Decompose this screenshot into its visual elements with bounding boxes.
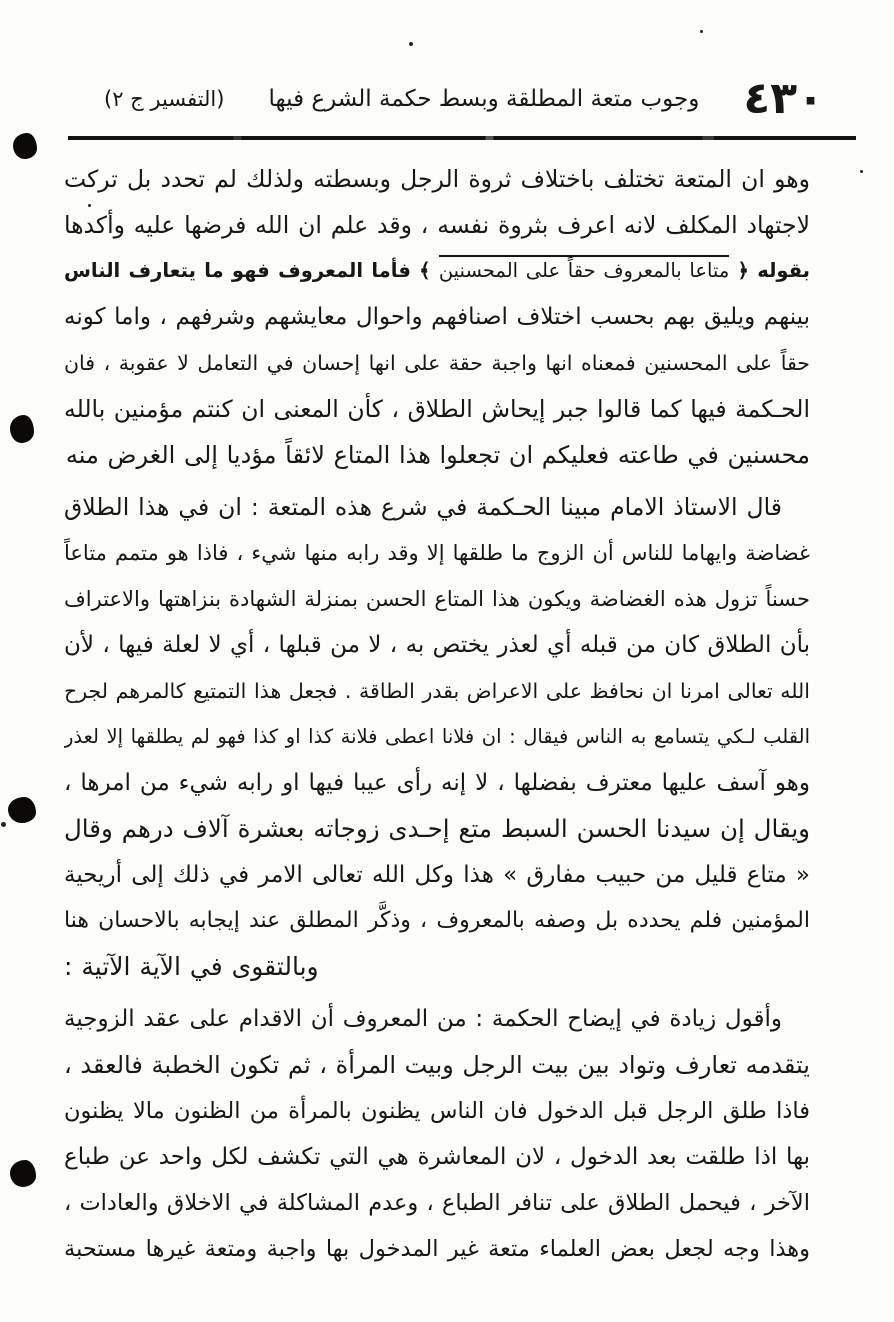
text-line: « متاع قليل من حبيب مفارق » هذا وكل الله تعالى الامر في ذلك إلى أريحية [64,862,810,888]
text-line: قال الاستاذ الامام مبينا الحـكمة في شرع هذه المتعة : ان في هذا الطلاق [64,493,782,521]
text-line: يتقدمه تعارف وتواد بين بيت الرجل وبيت المرأة ، ثم تكون الخطبة فالعقد ، [64,1051,810,1079]
text-line: ويقال إن سيدنا الحسن السبط متع إحـدى زوجاته بعشرة آلاف درهم وقال [64,814,810,843]
quran-verse-overlined: متاعا بالمعروف حقاً على المحسنين [439,255,729,282]
page-header [0,72,894,126]
ink-blot [10,415,34,443]
text-line: وبالتقوى في الآية الآتية : [64,952,319,981]
ink-blot [13,133,37,159]
text-line: القلب لـكي يتسامع به الناس فيقال : ان فلانا اعطى فلانة كذا او كذا فهو لم يطلقها إلا لعذر [64,725,810,748]
text-line: فاذا طلق الرجل قبل الدخول فان الناس يظنون بالمرأة من الظنون مالا يظنون [64,1098,810,1124]
chapter-title: وجوب متعة المطلقة وبسط حكمة الشرع فيها [268,86,700,112]
ink-blot [10,1160,36,1187]
page-number: ٤٣٠ [743,73,824,124]
quote-prefix: بقوله ﴿ [729,259,810,282]
text-line: الآخر ، فيحمل الطلاق على تنافر الطباع ، وعدم المشاكلة في الاخلاق والعادات ، [64,1190,810,1216]
paper-speck [700,30,703,33]
text-line: غضاضة وايهاما للناس أن الزوج ما طلقها إلا وقد رابه منها شيء ، فاذا هو متمم متاعاً [64,541,810,565]
paper-speck [88,204,91,207]
text-line: المؤمنين فلم يحدده بل وصفه بالمعروف ، وذكَّر المطلق عند إيجابه بالاحسان هنا [64,908,810,933]
volume-label: (التفسير ج ٢) [104,87,225,111]
text-line: بأن الطلاق كان من قبله أي لعذر يختص به ، لا من قبلها ، أي لا لعلة فيها ، لأن [64,632,810,658]
paper-speck [1,822,6,827]
text-line: وأقول زيادة في إيضاح الحكمة : من المعروف أن الاقدام على عقد الزوجية [64,1006,782,1032]
paper-speck [860,170,863,173]
text-line: محسنين في طاعته فعليكم ان تجعلوا هذا المتاع لائقاً مؤديا إلى الغرض منه [65,441,810,469]
header-rule [68,136,856,140]
text-line: الحـكمة فيها كما قالوا جبر إيحاش الطلاق ، كأن المعنى ان كنتم مؤمنين بالله [64,395,810,423]
ink-blot [8,797,36,823]
text-line-with-quran-quote [64,248,810,294]
quote-suffix: ﴾ فأما المعروف فهو ما يتعارف الناس [64,259,439,282]
text-line: بينهم ويليق بهم بحسب اختلاف اصنافهم واحوال معايشهم وشرفهم ، واما كونه [64,304,810,330]
text-line: الله تعالى امرنا ان نحافظ على الاعراض بقدر الطاقة . فجعل هذا التمتيع كالمرهم لجرح [64,679,810,703]
paper-speck [409,42,413,46]
text-line: وهذا وجه لجعل بعض العلماء متعة غير المدخول بها واجبة ومتعة غيرها مستحبة [64,1236,810,1262]
body-text [0,156,894,1272]
text-line: بها اذا طلقت بعد الدخول ، لان المعاشرة هي التي تكشف لكل واحد عن طباع [64,1144,810,1170]
text-line: حقاً على المحسنين فمعناه انها واجبة حقة على انها إحسان في التعامل لا عقوبة ، فان [64,351,810,375]
text-line: لاجتهاد المكلف لانه اعرف بثروة نفسه ، وقد علم ان الله فرضها عليه وأكدها [64,211,810,239]
text-line: وهو آسف عليها معترف بفضلها ، لا إنه رأى عيبا فيها او رابه شيء من امرها ، [64,770,810,796]
text-line: وهو ان المتعة تختلف باختلاف ثروة الرجل وبسطته ولذلك لم تحدد بل تركت [64,165,810,193]
text-line: حسناً تزول هذه الغضاضة ويكون هذا المتاع الحسن بمنزلة الشهادة بنزاهتها والاعتراف [64,587,810,611]
